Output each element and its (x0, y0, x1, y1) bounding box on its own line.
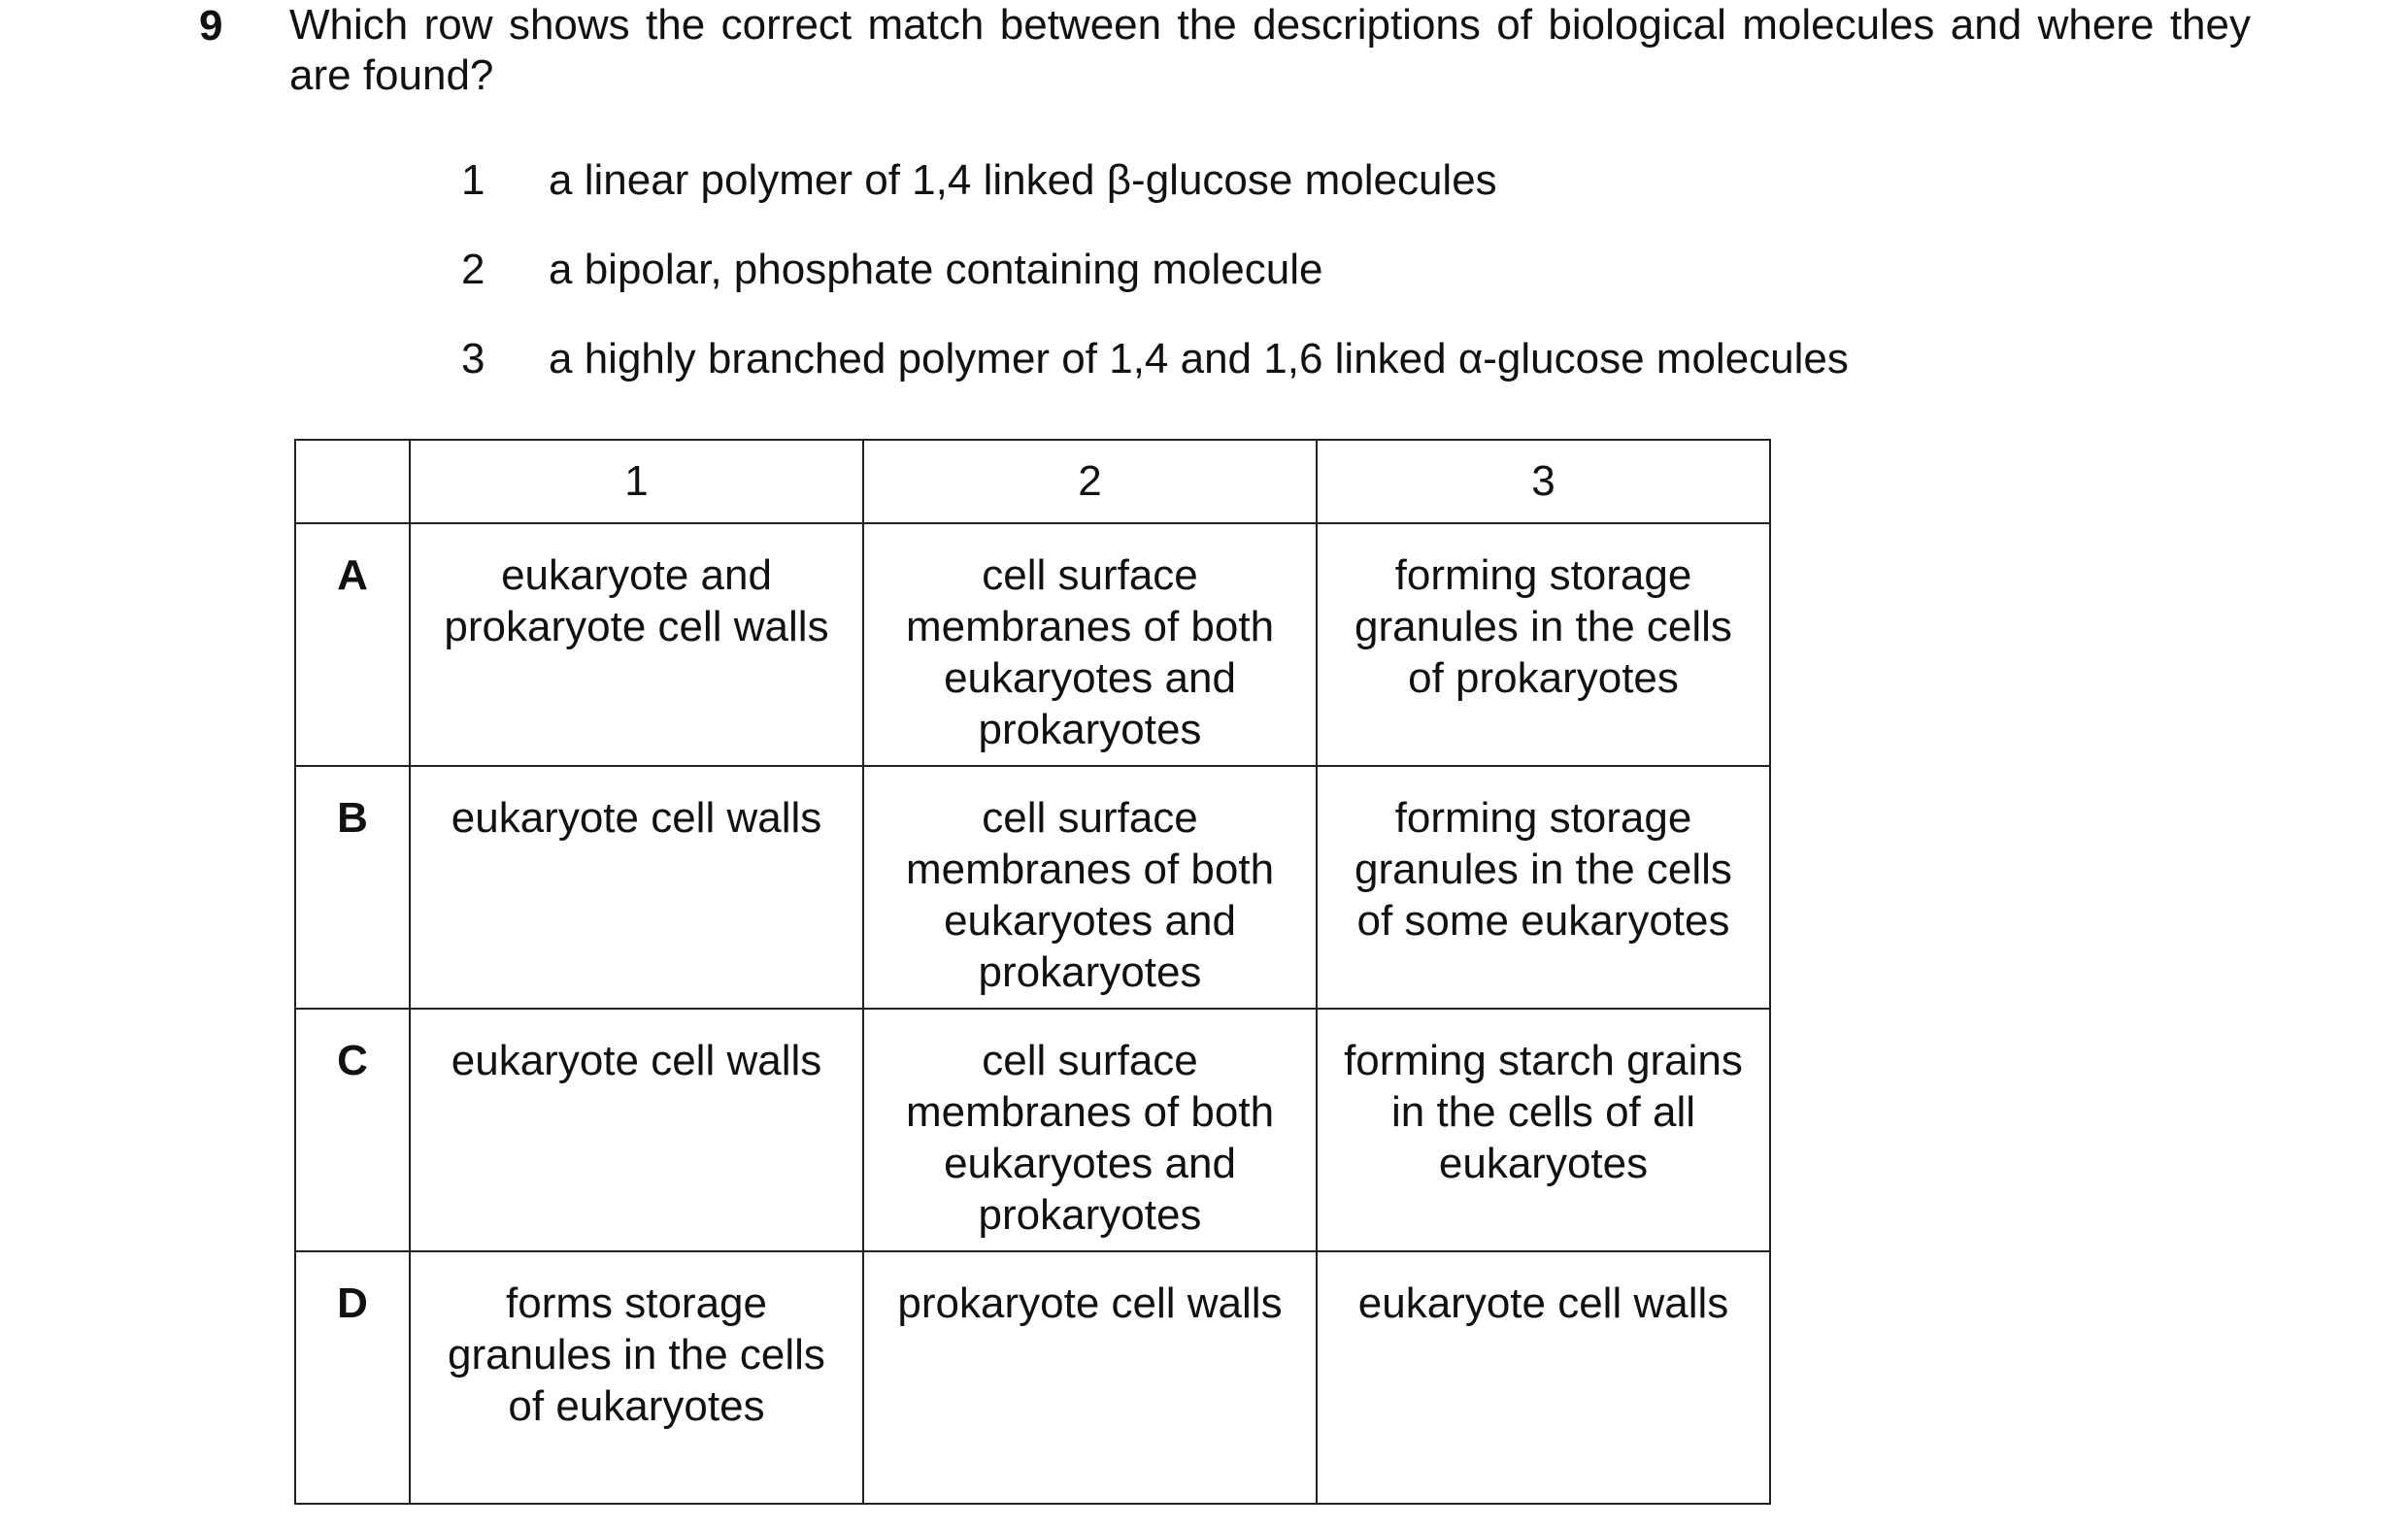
table-cell (410, 1251, 863, 1504)
table-cell (1317, 523, 1770, 766)
table-cell (1317, 1009, 1770, 1251)
description-list (461, 155, 1849, 423)
row-letter: C (337, 1037, 368, 1084)
row-letter-cell (295, 766, 410, 1009)
row-letter-cell (295, 523, 410, 766)
table-row-b (295, 766, 1770, 1009)
header-cell-2: 2 (863, 440, 1317, 523)
table-cell (863, 523, 1317, 766)
header-corner-cell (295, 440, 410, 523)
description-item-2 (461, 245, 1849, 334)
cell-text: cell surface membranes of both eukaryotes and prokaryotes (905, 1037, 1275, 1239)
table-row-c (295, 1009, 1770, 1251)
row-letter: D (337, 1279, 368, 1327)
header-cell-1: 1 (410, 440, 863, 523)
description-text: a linear polymer of 1,4 linked β-glucose molecules (549, 156, 1497, 204)
description-text: a highly branched polymer of 1,4 and 1,6 linked α-glucose molecules (549, 335, 1849, 382)
cell-text: eukaryote cell walls (1357, 1279, 1729, 1327)
header-cell-3: 3 (1317, 440, 1770, 523)
table-cell (410, 523, 863, 766)
table-cell (863, 766, 1317, 1009)
cell-text: forming storage granules in the cells of some eukaryotes (1354, 794, 1732, 945)
table-cell (410, 1009, 863, 1251)
description-item-3 (461, 334, 1849, 423)
description-number: 1 (461, 156, 485, 204)
description-text: a bipolar, phosphate containing molecule (549, 246, 1323, 293)
answer-table (294, 439, 1771, 1505)
description-number: 3 (461, 335, 485, 382)
cell-text: forming starch grains in the cells of all eukaryotes (1344, 1037, 1743, 1187)
description-number: 2 (461, 246, 485, 293)
cell-text: forming storage granules in the cells of prokaryotes (1354, 551, 1732, 702)
row-letter: A (337, 551, 368, 599)
cell-text: eukaryote cell walls (451, 794, 822, 842)
cell-text: cell surface membranes of both eukaryotes and prokaryotes (905, 551, 1275, 753)
table-row-a (295, 523, 1770, 766)
table-cell (1317, 1251, 1770, 1504)
row-letter-cell (295, 1251, 410, 1504)
table-cell (410, 766, 863, 1009)
table-row-d (295, 1251, 1770, 1504)
row-letter: B (337, 794, 368, 842)
table-header-row (295, 440, 1770, 523)
cell-text: prokaryote cell walls (897, 1279, 1283, 1327)
cell-text: eukaryote and prokaryote cell walls (444, 551, 829, 650)
table-cell (863, 1009, 1317, 1251)
question-number: 9 (199, 2, 223, 50)
table-cell (863, 1251, 1317, 1504)
cell-text: eukaryote cell walls (451, 1037, 822, 1084)
question-stem: Which row shows the correct match between the descriptions of biological molecules and where they are found? (289, 1, 2251, 99)
cell-text: cell surface membranes of both eukaryotes and prokaryotes (905, 794, 1275, 996)
description-item-1 (461, 155, 1849, 245)
row-letter-cell (295, 1009, 410, 1251)
cell-text: forms storage granules in the cells of eukaryotes (448, 1279, 825, 1430)
table-cell (1317, 766, 1770, 1009)
